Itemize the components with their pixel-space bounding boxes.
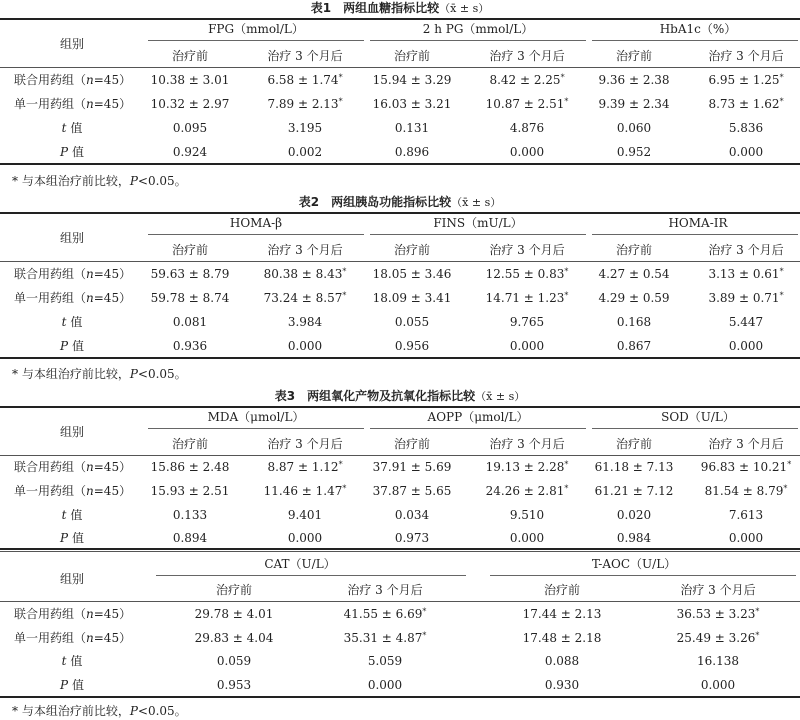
table-footnote: * 与本组治疗前比较，P<0.05。 (12, 704, 187, 718)
cell: 25.49 ± 3.26* (676, 631, 760, 645)
cell: 0.867 (616, 339, 652, 353)
row-label: t 值 (61, 121, 83, 135)
cell: 0.000 (287, 531, 323, 545)
stat-notation: x̄ ± s (462, 196, 491, 209)
header-rule (0, 67, 800, 68)
group-underline (148, 428, 364, 429)
group-underline (148, 40, 364, 41)
subheader: 治疗 3 个月后 (489, 49, 565, 63)
cell: 0.000 (509, 531, 545, 545)
cell: 0.095 (172, 121, 208, 135)
cell: 11.46 ± 1.47* (263, 484, 347, 498)
row-label: 单一用药组（n=45） (14, 291, 132, 305)
cell: 0.081 (172, 315, 208, 329)
stub-header: 组别 (59, 572, 85, 586)
cell: 7.89 ± 2.13* (267, 97, 343, 111)
cell: 61.21 ± 7.12 (594, 484, 674, 498)
cell: 0.059 (216, 654, 252, 668)
cell: 9.36 ± 2.38 (598, 73, 670, 87)
table-caption: 表2 两组胰岛功能指标比较（x̄ ± s） (298, 195, 502, 209)
table-caption: 表3 两组氧化产物及抗氧化指标比较（x̄ ± s） (274, 389, 526, 403)
cell: 18.05 ± 3.46 (372, 267, 452, 281)
table-number: 表3 (274, 389, 296, 403)
cell: 0.984 (616, 531, 652, 545)
column-group-header: 2 h PG（mmol/L） (422, 22, 534, 36)
cell: 0.000 (287, 339, 323, 353)
subheader: 治疗前 (543, 583, 581, 597)
table-title: 两组胰岛功能指标比较 (331, 195, 452, 209)
cell: 81.54 ± 8.79* (704, 484, 788, 498)
bottom-rule (0, 163, 800, 165)
cell: 3.13 ± 0.61* (708, 267, 784, 281)
bottom-rule (0, 357, 800, 359)
cell: 0.000 (728, 145, 764, 159)
cell: 61.18 ± 7.13 (594, 460, 674, 474)
cell: 24.26 ± 2.81* (485, 484, 569, 498)
table-caption: 表1 两组血糖指标比较（x̄ ± s） (310, 1, 490, 15)
cell: 3.984 (287, 315, 323, 329)
cell: 59.63 ± 8.79 (150, 267, 230, 281)
subheader: 治疗前 (171, 243, 209, 257)
row-label: P 值 (60, 145, 84, 159)
stub-header: 组别 (59, 231, 85, 245)
subheader: 治疗 3 个月后 (708, 437, 784, 451)
cell: 29.78 ± 4.01 (194, 607, 274, 621)
row-label: 联合用药组（n=45） (14, 460, 132, 474)
cell: 3.89 ± 0.71* (708, 291, 784, 305)
cell: 0.002 (287, 145, 323, 159)
cell: 0.953 (216, 678, 252, 692)
table-number: 表2 (298, 195, 320, 209)
stat-notation: x̄ ± s (450, 2, 479, 15)
cell: 4.876 (509, 121, 545, 135)
cell: 37.87 ± 5.65 (372, 484, 452, 498)
subheader: 治疗前 (171, 437, 209, 451)
cell: 0.034 (394, 508, 430, 522)
column-group-header: FINS（mU/L） (433, 216, 523, 230)
subheader: 治疗 3 个月后 (267, 437, 343, 451)
cell: 8.73 ± 1.62* (708, 97, 784, 111)
cell: 19.13 ± 2.28* (485, 460, 569, 474)
row-label: P 值 (60, 678, 84, 692)
group-underline (370, 234, 586, 235)
cell: 0.896 (394, 145, 430, 159)
cell: 36.53 ± 3.23* (676, 607, 760, 621)
subheader: 治疗 3 个月后 (489, 243, 565, 257)
table-footnote: * 与本组治疗前比较，P<0.05。 (12, 367, 187, 381)
cell: 37.91 ± 5.69 (372, 460, 452, 474)
cell: 8.87 ± 1.12* (267, 460, 343, 474)
cell: 5.836 (728, 121, 764, 135)
stub-header: 组别 (59, 37, 85, 51)
subheader: 治疗前 (171, 49, 209, 63)
cell: 0.924 (172, 145, 208, 159)
column-group-header: CAT（U/L） (264, 557, 336, 571)
row-label: 单一用药组（n=45） (14, 484, 132, 498)
header-rule (0, 601, 800, 602)
cell: 59.78 ± 8.74 (150, 291, 230, 305)
cell: 0.930 (544, 678, 580, 692)
cell: 0.000 (700, 678, 736, 692)
bottom-rule (0, 696, 800, 698)
subheader: 治疗前 (615, 243, 653, 257)
cell: 15.94 ± 3.29 (372, 73, 452, 87)
subheader: 治疗前 (393, 243, 431, 257)
cell: 73.24 ± 8.57* (263, 291, 347, 305)
cell: 0.973 (394, 531, 430, 545)
cell: 9.39 ± 2.34 (598, 97, 670, 111)
cell: 10.38 ± 3.01 (150, 73, 230, 87)
cell: 0.956 (394, 339, 430, 353)
subheader: 治疗前 (393, 437, 431, 451)
subheader: 治疗前 (615, 49, 653, 63)
subheader: 治疗 3 个月后 (708, 49, 784, 63)
row-label: P 值 (60, 531, 84, 545)
cell: 0.000 (728, 531, 764, 545)
cell: 0.936 (172, 339, 208, 353)
cell: 6.95 ± 1.25* (708, 73, 784, 87)
header-rule (0, 455, 800, 456)
column-group-header: HOMA-β (229, 216, 283, 230)
row-label: P 值 (60, 339, 84, 353)
cell: 5.447 (728, 315, 764, 329)
cell: 15.93 ± 2.51 (150, 484, 230, 498)
row-label: 联合用药组（n=45） (14, 607, 132, 621)
cell: 8.42 ± 2.25* (489, 73, 565, 87)
cell: 6.58 ± 1.74* (267, 73, 343, 87)
subheader: 治疗 3 个月后 (708, 243, 784, 257)
subheader: 治疗 3 个月后 (680, 583, 756, 597)
cell: 0.952 (616, 145, 652, 159)
table-title: 两组血糖指标比较 (343, 1, 440, 15)
group-underline (370, 428, 586, 429)
cell: 9.401 (287, 508, 323, 522)
row-label: 单一用药组（n=45） (14, 631, 132, 645)
cell: 0.060 (616, 121, 652, 135)
cell: 9.510 (509, 508, 545, 522)
subheader: 治疗 3 个月后 (347, 583, 423, 597)
cell: 18.09 ± 3.41 (372, 291, 452, 305)
cell: 0.020 (616, 508, 652, 522)
row-label: t 值 (61, 654, 83, 668)
cell: 10.87 ± 2.51* (485, 97, 569, 111)
group-underline (370, 40, 586, 41)
cell: 5.059 (367, 654, 403, 668)
stub-header: 组别 (59, 425, 85, 439)
cell: 14.71 ± 1.23* (485, 291, 569, 305)
cell: 0.000 (509, 145, 545, 159)
row-label: t 值 (61, 315, 83, 329)
cell: 4.27 ± 0.54 (598, 267, 670, 281)
subheader: 治疗前 (215, 583, 253, 597)
cell: 17.48 ± 2.18 (522, 631, 602, 645)
top-rule (0, 406, 800, 408)
cell: 0.000 (728, 339, 764, 353)
cell: 35.31 ± 4.87* (343, 631, 427, 645)
group-underline (490, 575, 796, 576)
section-rule (0, 551, 800, 552)
cell: 0.000 (367, 678, 403, 692)
row-label: 单一用药组（n=45） (14, 97, 132, 111)
stat-notation: x̄ ± s (486, 390, 515, 403)
cell: 80.38 ± 8.43* (263, 267, 347, 281)
top-rule (0, 212, 800, 214)
table-footnote: * 与本组治疗前比较，P<0.05。 (12, 174, 187, 188)
cell: 0.133 (172, 508, 208, 522)
group-underline (148, 234, 364, 235)
section-rule (0, 548, 800, 550)
column-group-header: AOPP（μmol/L） (427, 410, 529, 424)
group-underline (592, 234, 798, 235)
column-group-header: T-AOC（U/L） (591, 557, 677, 571)
cell: 15.86 ± 2.48 (150, 460, 230, 474)
table-title: 两组氧化产物及抗氧化指标比较 (307, 389, 476, 403)
cell: 0.055 (394, 315, 430, 329)
cell: 16.03 ± 3.21 (372, 97, 452, 111)
column-group-header: HbA1c（%） (659, 22, 737, 36)
cell: 9.765 (509, 315, 545, 329)
row-label: 联合用药组（n=45） (14, 267, 132, 281)
column-group-header: FPG（mmol/L） (208, 22, 304, 36)
top-rule (0, 18, 800, 20)
column-group-header: HOMA-IR (668, 216, 728, 230)
cell: 41.55 ± 6.69* (343, 607, 427, 621)
cell: 3.195 (287, 121, 323, 135)
cell: 96.83 ± 10.21* (700, 460, 792, 474)
column-group-header: SOD（U/L） (661, 410, 735, 424)
group-underline (592, 428, 798, 429)
subheader: 治疗前 (615, 437, 653, 451)
cell: 4.29 ± 0.59 (598, 291, 670, 305)
cell: 10.32 ± 2.97 (150, 97, 230, 111)
cell: 0.088 (544, 654, 580, 668)
cell: 0.000 (509, 339, 545, 353)
cell: 0.894 (172, 531, 208, 545)
cell: 0.168 (616, 315, 652, 329)
cell: 29.83 ± 4.04 (194, 631, 274, 645)
row-label: 联合用药组（n=45） (14, 73, 132, 87)
cell: 0.131 (394, 121, 430, 135)
subheader: 治疗前 (393, 49, 431, 63)
group-underline (592, 40, 798, 41)
subheader: 治疗 3 个月后 (489, 437, 565, 451)
group-underline (156, 575, 466, 576)
table-number: 表1 (310, 1, 332, 15)
cell: 7.613 (728, 508, 764, 522)
cell: 16.138 (697, 654, 739, 668)
cell: 12.55 ± 0.83* (485, 267, 569, 281)
row-label: t 值 (61, 508, 83, 522)
subheader: 治疗 3 个月后 (267, 243, 343, 257)
cell: 17.44 ± 2.13 (522, 607, 602, 621)
subheader: 治疗 3 个月后 (267, 49, 343, 63)
header-rule (0, 261, 800, 262)
column-group-header: MDA（μmol/L） (207, 410, 305, 424)
